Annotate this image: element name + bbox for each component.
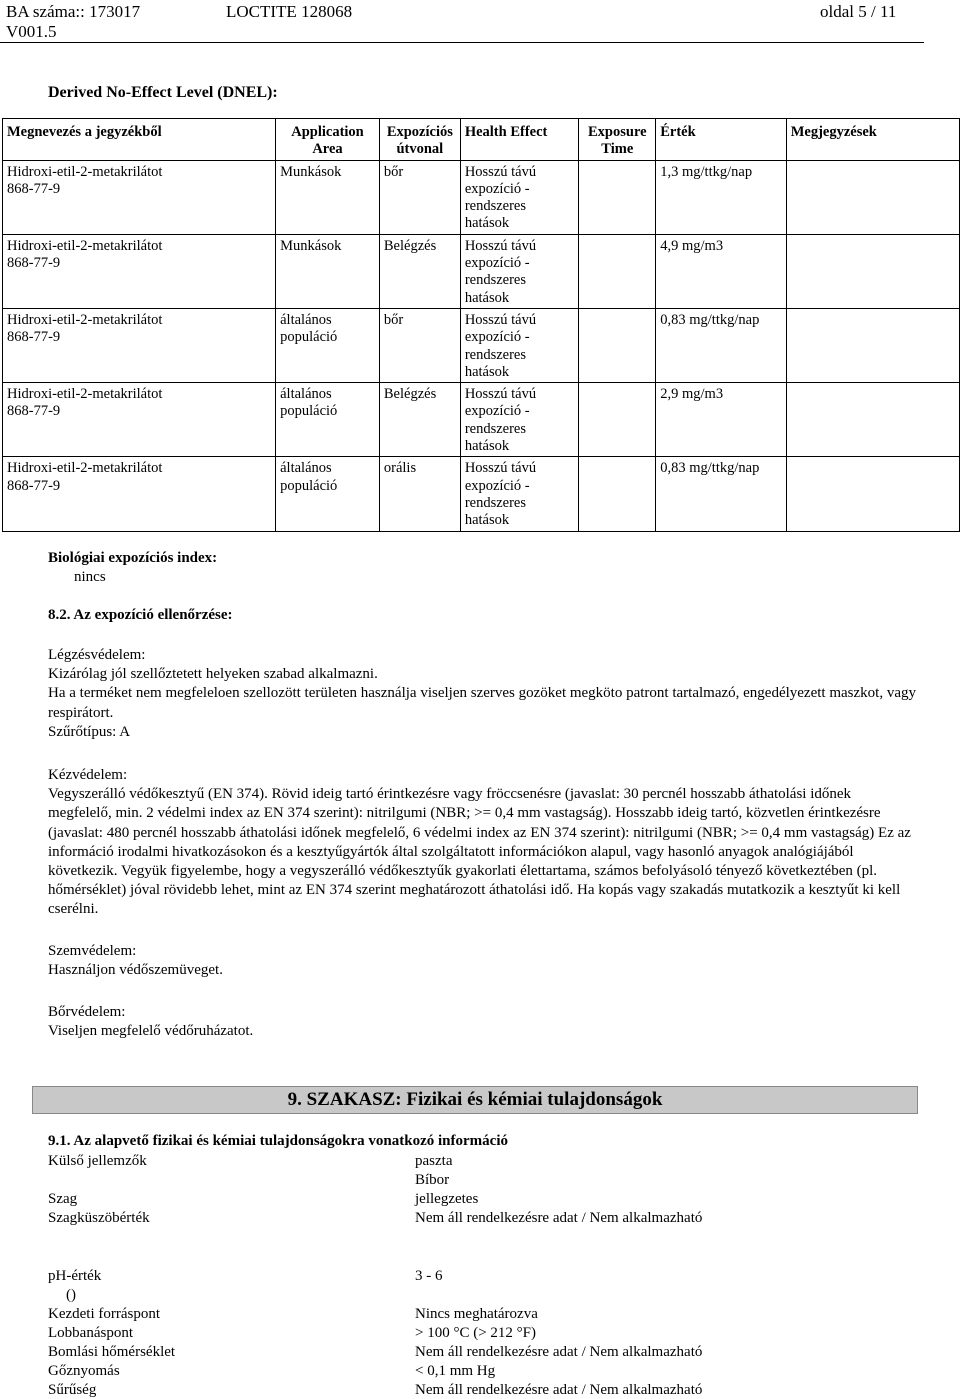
hand-protection: [48, 766, 918, 920]
time-cell: [579, 160, 656, 234]
skin-label: Bőrvédelem:: [48, 1004, 126, 1020]
table-row: [3, 308, 960, 382]
property-label: Kezdeti forráspont: [48, 1306, 161, 1322]
table-row: [3, 160, 960, 234]
table-row: [3, 457, 960, 531]
area-cell: általános populáció: [276, 308, 380, 382]
property-label: Sűrűség: [48, 1382, 97, 1398]
property-label: (): [66, 1287, 76, 1303]
effect-cell: Hosszú távú expozíció - rendszeres hatások: [460, 234, 579, 308]
resp-text-1: Kizárólag jól szellőztetett helyeken szabad alkalmazni.: [48, 666, 378, 683]
substance-cell: Hidroxi-etil-2-metakrilátot 868-77-9: [3, 308, 276, 382]
product-name: LOCTITE 128068: [226, 2, 353, 21]
time-cell: [579, 234, 656, 308]
property-label: Külső jellemzők: [48, 1153, 147, 1169]
notes-cell: [786, 234, 959, 308]
property-value: Bíbor: [415, 1172, 450, 1188]
time-cell: [579, 308, 656, 382]
effect-cell: Hosszú távú expozíció - rendszeres hatások: [460, 457, 579, 531]
property-value: 3 - 6: [415, 1268, 443, 1284]
eye-label: Szemvédelem:: [48, 943, 137, 959]
header-cell: Érték: [656, 119, 786, 161]
value-cell: 0,83 mg/ttkg/nap: [656, 457, 786, 531]
effect-cell: Hosszú távú expozíció - rendszeres hatások: [460, 308, 579, 382]
property-value: Nincs meghatározva: [415, 1306, 538, 1322]
value-cell: 0,83 mg/ttkg/nap: [656, 308, 786, 382]
area-cell: Munkások: [276, 234, 380, 308]
page-number: oldal 5 / 11: [820, 2, 897, 21]
notes-cell: [786, 308, 959, 382]
route-cell: bőr: [379, 308, 460, 382]
property-value: Nem áll rendelkezésre adat / Nem alkalmazható: [415, 1210, 703, 1226]
section-9-title: 9. SZAKASZ: Fizikai és kémiai tulajdonságok: [287, 1089, 663, 1110]
dnel-table: [2, 118, 960, 532]
notes-cell: [786, 383, 959, 457]
value-cell: 1,3 mg/ttkg/nap: [656, 160, 786, 234]
property-value: paszta: [415, 1153, 453, 1169]
value-cell: 4,9 mg/m3: [656, 234, 786, 308]
property-label: Szag: [48, 1191, 78, 1207]
route-cell: orális: [379, 457, 460, 531]
dnel-title: Derived No-Effect Level (DNEL):: [48, 84, 278, 101]
route-cell: Belégzés: [379, 383, 460, 457]
substance-cell: Hidroxi-etil-2-metakrilátot 868-77-9: [3, 234, 276, 308]
resp-text-3: Szűrőtípus: A: [48, 723, 131, 740]
header-cell: Expozíciós útvonal: [379, 119, 460, 161]
section-9-banner: [32, 1086, 918, 1114]
header-cell: Application Area: [276, 119, 380, 161]
header-cell: Exposure Time: [579, 119, 656, 161]
notes-cell: [786, 457, 959, 531]
hand-label: Kézvédelem:: [48, 767, 128, 783]
version: V001.5: [6, 22, 57, 41]
area-cell: általános populáció: [276, 457, 380, 531]
header-divider: [0, 42, 924, 43]
property-label: Gőznyomás: [48, 1363, 120, 1379]
skin-text: Viseljen megfelelő védőruházatot.: [48, 1023, 254, 1040]
property-label: pH-érték: [48, 1268, 102, 1284]
respiratory-protection: [48, 646, 918, 742]
effect-cell: Hosszú távú expozíció - rendszeres hatások: [460, 160, 579, 234]
header-cell: Megjegyzések: [786, 119, 959, 161]
time-cell: [579, 457, 656, 531]
notes-cell: [786, 160, 959, 234]
header-cell: Megnevezés a jegyzékből: [3, 119, 276, 161]
property-value: jellegzetes: [415, 1191, 479, 1207]
property-label: Bomlási hőmérséklet: [48, 1344, 176, 1360]
property-value: Nem áll rendelkezésre adat / Nem alkalmazható: [415, 1344, 703, 1360]
substance-cell: Hidroxi-etil-2-metakrilátot 868-77-9: [3, 160, 276, 234]
table-header-row: [3, 119, 960, 161]
section-8-2-title: 8.2. Az expozíció ellenőrzése:: [48, 607, 233, 623]
table-row: [3, 234, 960, 308]
area-cell: Munkások: [276, 160, 380, 234]
property-value: < 0,1 mm Hg: [415, 1363, 496, 1379]
table-row: [3, 383, 960, 457]
property-label: Lobbanáspont: [48, 1325, 133, 1341]
route-cell: bőr: [379, 160, 460, 234]
hand-text: Vegyszerálló védőkesztyű (EN 374). Rövid ideig tartó érintkezésre vagy fröccsenésre (javaslat: 30 percnél hosszabb áthatolási időnek megfelelő, min. 2 védelmi index az EN 374 szerint): nitrilgumi (NBR; >= 0,4 mm vastagság). Hosszabb ideig tartó, közvetlen érintkezésre (javaslat: 480 percnél hosszabb áthatolási időnek megfelelő, 6 védelmi index az EN 374 szerint): nitrilgumi (NBR; >= 0,4 mm vastagság) Ez az információ irodalmi hivatkozásokon és a kesztyűgyártók által szolgáltatott információkon alapul, vagy hasonló anyagok analógiájából következik. Vegyük figyelembe, hogy a vegyszerálló védőkesztyűk gyakorlati élettartama, számos befolyásoló tényező következtében (pl. hőmérséklet) jóval rövidebb lehet, mint az EN 374 szerint meghatározott áthatolási idő. Ha kopás vagy szakadás mutatkozik a kesztyűt ki kell cserélni.: [48, 786, 911, 918]
bio-index-value: nincs: [74, 569, 106, 585]
property-value: Nem áll rendelkezésre adat / Nem alkalmazható: [415, 1382, 703, 1398]
resp-text-2: Ha a terméket nem megfeleloen szellozött területen használja viseljen szerves gozöket megköto patront tartalmazó, engedélyezett maszkot, vagy respirátort.: [48, 685, 916, 721]
section-9-1-title: 9.1. Az alapvető fizikai és kémiai tulajdonságokra vonatkozó információ: [48, 1133, 508, 1149]
time-cell: [579, 383, 656, 457]
header-cell: Health Effect: [460, 119, 579, 161]
doc-number: BA száma:: 173017: [6, 2, 141, 21]
effect-cell: Hosszú távú expozíció - rendszeres hatások: [460, 383, 579, 457]
property-value: > 100 °C (> 212 °F): [415, 1325, 537, 1341]
eye-text: Használjon védőszemüveget.: [48, 962, 223, 979]
property-label: Szagküszöbérték: [48, 1210, 150, 1226]
substance-cell: Hidroxi-etil-2-metakrilátot 868-77-9: [3, 383, 276, 457]
substance-cell: Hidroxi-etil-2-metakrilátot 868-77-9: [3, 457, 276, 531]
value-cell: 2,9 mg/m3: [656, 383, 786, 457]
skin-protection: [48, 1003, 918, 1041]
route-cell: Belégzés: [379, 234, 460, 308]
area-cell: általános populáció: [276, 383, 380, 457]
eye-protection: [48, 942, 918, 980]
resp-label: Légzésvédelem:: [48, 647, 146, 663]
bio-index-title: Biológiai expozíciós index:: [48, 550, 218, 566]
